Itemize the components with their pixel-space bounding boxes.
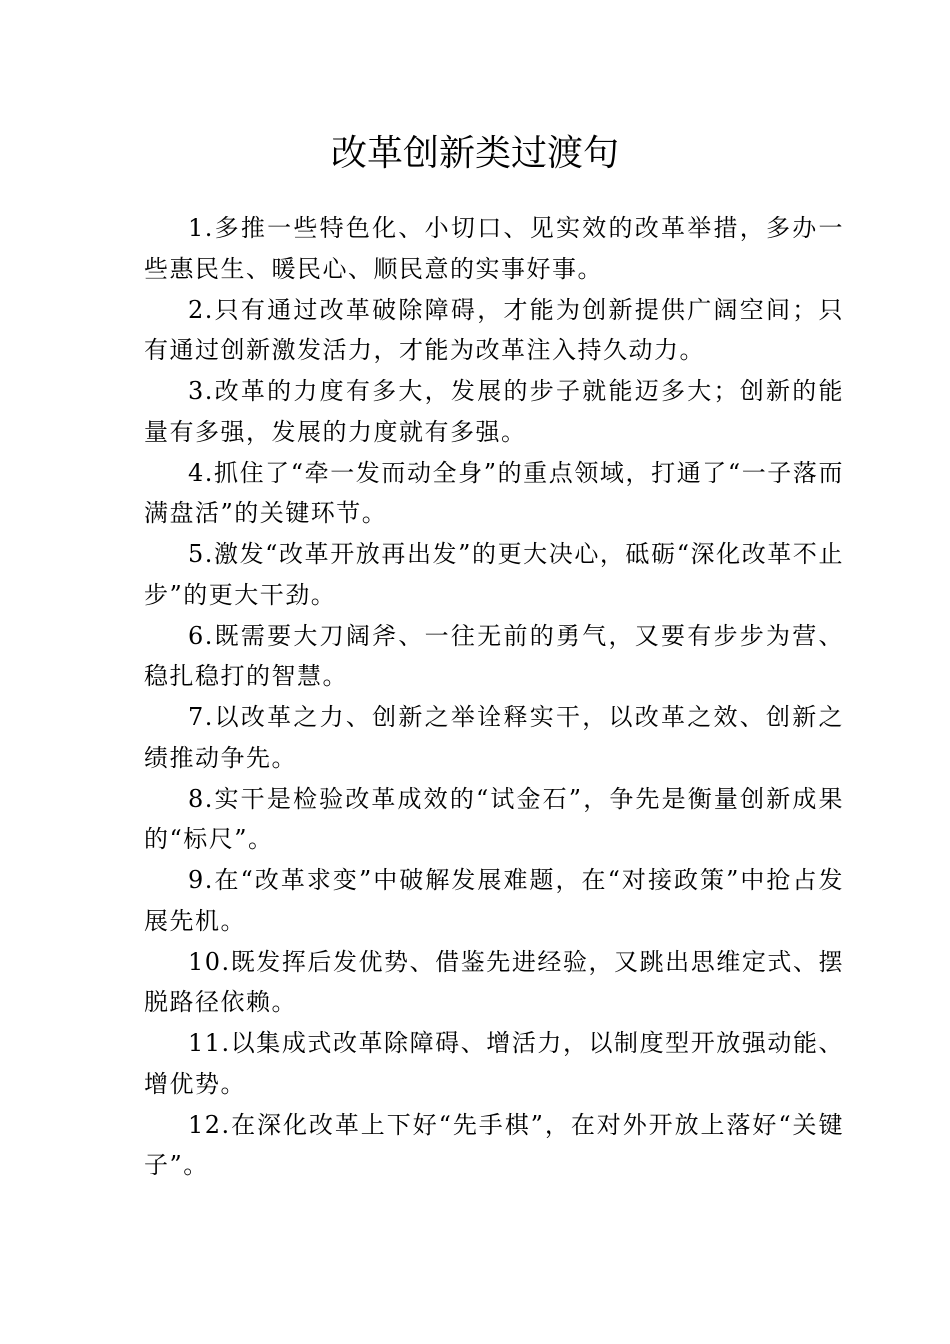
list-item: 6.既需要大刀阔斧、一往无前的勇气，又要有步步为营、稳扎稳打的智慧。 [144,621,844,690]
list-item: 8.实干是检验改革成效的“试金石”，争先是衡量创新成果的“标尺”。 [144,784,844,853]
list-item: 3.改革的力度有多大，发展的步子就能迈多大；创新的能量有多强，发展的力度就有多强。 [144,377,844,446]
document-title: 改革创新类过渡句 [330,133,619,174]
list-item: 5.激发“改革开放再出发”的更大决心，砥砺“深化改革不止步”的更大干劲。 [144,540,844,609]
item-list [144,208,844,1186]
list-item: 7.以改革之力、创新之举诠释实干，以改革之效、创新之绩推动争先。 [144,703,844,772]
list-item: 4.抓住了“牵一发而动全身”的重点领域，打通了“一子落而满盘活”的关键环节。 [144,458,844,527]
list-item: 2.只有通过改革破除障碍，才能为创新提供广阔空间；只有通过创新激发活力，才能为改革注入持久动力。 [144,295,844,364]
list-item: 12.在深化改革上下好“先手棋”，在对外开放上落好“关键子”。 [144,1110,844,1179]
list-item: 1.多推一些特色化、小切口、见实效的改革举措，多办一些惠民生、暖民心、顺民意的实事好事。 [144,214,844,283]
list-item: 9.在“改革求变”中破解发展难题，在“对接政策”中抢占发展先机。 [144,866,844,935]
list-item: 11.以集成式改革除障碍、增活力，以制度型开放强动能、增优势。 [144,1029,844,1098]
list-item: 10.既发挥后发优势、借鉴先进经验，又跳出思维定式、摆脱路径依赖。 [144,947,844,1016]
